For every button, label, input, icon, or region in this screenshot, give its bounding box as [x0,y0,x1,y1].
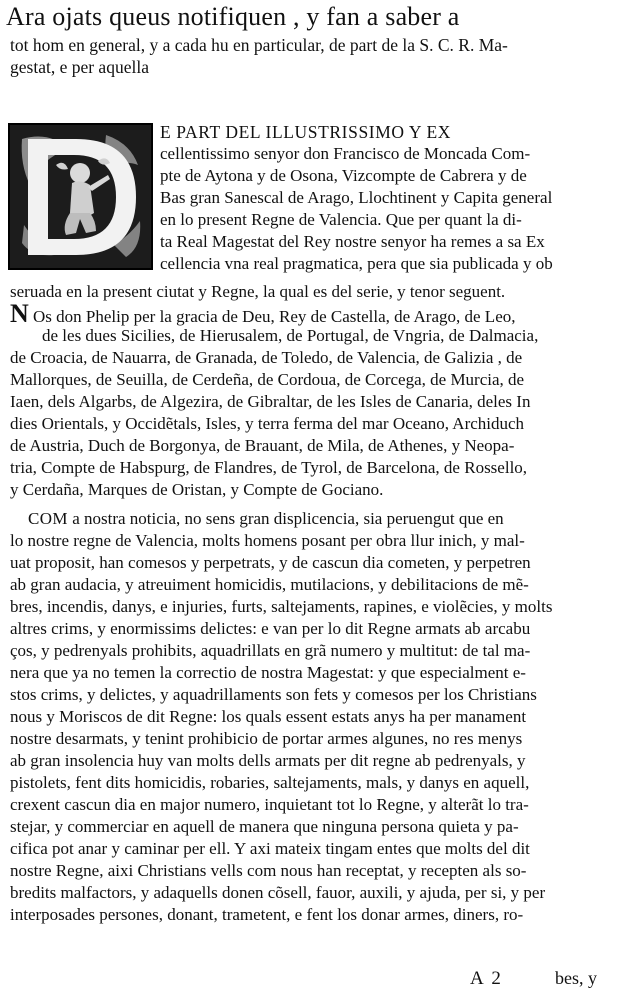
paragraph3-line-15: stejar, y commerciar en aquell de manera que ninguna persona quieta y pa- [10,817,519,836]
historiated-initial-image [10,125,151,268]
heading-line-1: Ara ojats queus notifiquen , y fan a saber a [6,2,460,31]
paragraph1-line-3: pte de Aytona y de Osona, Vizcompte de Cabrera y de [160,166,527,185]
paragraph2-line-4: Mallorques, de Seuilla, de Cerdeña, de Cordoua, de Corcega, de Murcia, de [10,370,525,389]
paragraph3-line-3: uat proposit, han comesos y perpetrats, y de cascun dia cometen, y perpetren [10,553,531,572]
paragraph3-line-1 [28,508,504,530]
paragraph2-initial: N [10,299,29,328]
paragraph1-line-1: E PART DEL ILLUSTRISSIMO Y EX [160,122,452,142]
paragraph3-line-6: altres crims, y enormissims delictes: e van per lo dit Regne armats ab arcabu [10,619,531,638]
paragraph1-line-7: cellencia vna real pragmatica, pera que sia publicada y ob [160,254,553,273]
proclamation-heading [6,0,611,78]
paragraph2-line-9: y Cerdaña, Marques de Oristan, y Compte de Gociano. [10,480,384,499]
paragraph3-line-14: crexent cascun dia en major numero, inquietant tot lo Regne, y alterãt lo tra- [10,795,529,814]
paragraph3-lead-word: COM [28,509,68,528]
paragraph3-line-19: interposades persones, donant, trametent, e fent los donar armes, diners, ro- [10,905,524,924]
paragraph2-line-3: de Croacia, de Nauarra, de Granada, de Toledo, de Valencia, de Galizia , de [10,348,523,367]
paragraph3-line-7: ços, y pedrenyals prohibits, aquadrillats en grã numero y multitut: de tal ma- [10,641,531,660]
signature-mark: A 2 [470,968,503,989]
paragraph3-line-12: ab gran insolencia huy van molts dells armats per dit regne ab pedrenyals, y [10,751,526,770]
paragraph3-line-4: ab gran audacia, y atreuiment homicidis, mutilacions, y debilitacions de mẽ- [10,575,529,594]
paragraph3-line-8: nera que ya no temen la correctio de nostra Magestat: y que especialment e- [10,663,526,682]
paragraph1-line-8: seruada en la present ciutat y Regne, la qual es del serie, y tenor seguent. [10,282,506,301]
paragraph2-line-6: dies Orientals, y Occidẽtals, Isles, y terra ferma del mar Oceano, Archiduch [10,414,525,433]
catchword: bes, y [555,968,597,988]
paragraph2-line-1-text: Os don Phelip per la gracia de Deu, Rey de Castella, de Arago, de Leo, [33,307,516,326]
paragraph2-line-8: tria, Compte de Habspurg, de Flandres, de Tyrol, de Barcelona, de Rossello, [10,458,528,477]
paragraph1-line-4: Bas gran Sanescal de Arago, Llochtinent y Capita general [160,188,553,207]
paragraph3-line-11: nostre desarmats, y tenint prohibicio de portar armes algunes, no res menys [10,729,523,748]
paragraph3-line-2: lo nostre regne de Valencia, molts homens posant per obra llur inich, y mal- [10,531,525,550]
paragraph3-line-9: stos crims, y delictes, y aquadrillaments son fets y comesos per los Christians [10,685,537,704]
paragraph2-line-7: de Austria, Duch de Borgonya, de Brauant, de Mila, de Athenes, y Neopa- [10,436,515,455]
paragraph3-line-10: nous y Moriscos de dit Regne: los quals essent estats anys ha per manament [10,707,527,726]
paragraph3-line-18: bredits malfactors, y adaquells donen cõsell, fauor, auxili, y ajuda, per si, y per [10,883,546,902]
paragraph2-line-5: Iaen, dels Algarbs, de Algezira, de Gibraltar, de les Isles de Canaria, deles In [10,392,531,411]
paragraph3-line-1-text: a nostra noticia, no sens gran displicencia, sia peruengut que en [72,509,504,528]
paragraph3-line-13: pistolets, fent dits homicidis, robaries, saltejaments, mals, y danys en aquell, [10,773,530,792]
heading-line-3: gestat, e per aquella [10,57,149,77]
paragraph3-line-17: nostre Regne, aixi Christians vells com nous han receptat, y recepten als so- [10,861,527,880]
paragraph3-line-16: cifica pot anar y caminar per ell. Y axi mateix tingam entes que molts del dit [10,839,530,858]
paragraph1-line-5: en lo present Regne de Valencia. Que per quant la di- [160,210,522,229]
heading-line-2: tot hom en general, y a cada hu en particular, de part de la S. C. R. Ma- [10,35,508,55]
paragraph2-line-2: de les dues Sicilies, de Hierusalem, de Portugal, de Vngria, de Dalmacia, [42,326,539,345]
paragraph1-line-2: cellentissimo senyor don Francisco de Moncada Com- [160,144,531,163]
decorated-initial-d [8,123,153,270]
paragraph1-line-6: ta Real Magestat del Rey nostre senyor ha remes a sa Ex [160,232,545,251]
paragraph3-line-5: bres, incendis, danys, e injuries, furts, saltejaments, rapines, e violẽcies, y molts [10,597,553,616]
